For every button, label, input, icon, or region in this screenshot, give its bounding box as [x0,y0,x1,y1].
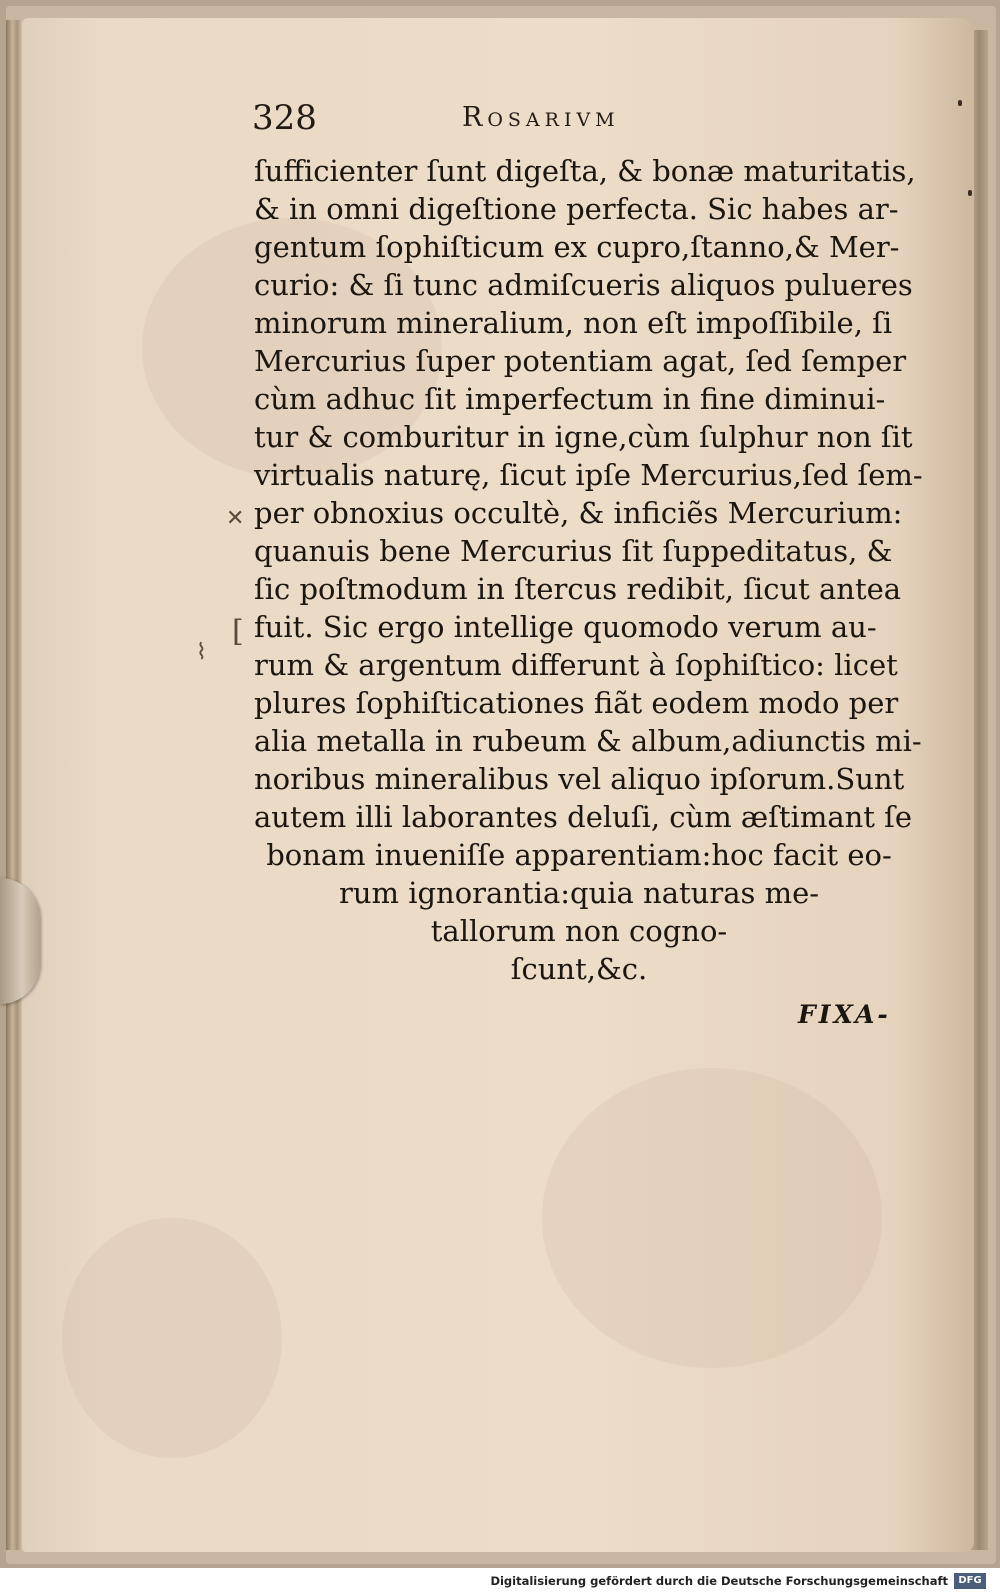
text-line: minorum mineralium, non eſt impoſſibile, ſi [254,306,893,340]
paper-stain [62,1218,282,1458]
text-line: & in omni digeſtione perfecta. Sic habes ar- [254,192,899,226]
page-header [252,98,702,142]
text-line-tail: rum ignorantia:quia naturas me- [338,876,820,910]
text-line: per obnoxius occultè, & inficiẽs Mercurium: [254,496,903,530]
margin-bracket: [ [232,614,244,649]
text-line: plures ſophiſticationes fiãt eodem modo per [254,686,899,720]
text-line: rum & argentum differunt à ſophiſtico: licet [254,648,898,682]
margin-mark: ⌇ [196,640,207,665]
text-line: ſic poſtmodum in ſtercus redibit, ſicut antea [254,572,902,606]
catchword: FIXA- [798,1000,891,1029]
text-line: noribus mineralibus vel aliquo ipſorum.Sunt [254,762,905,796]
margin-mark: ✕ [226,506,245,531]
footer-bar [0,1568,1000,1595]
text-line: Mercurius ſuper potentiam agat, ſed ſemper [254,344,907,378]
text-line-tail: ſcunt,&c. [510,952,648,986]
text-line: curio: & ſi tunc admiſcueris aliquos pulueres [254,268,913,302]
page-number: 328 [252,98,317,138]
text-line: alia metalla in rubeum & album,adiunctis mi- [254,724,922,758]
text-line: virtualis naturę, ſicut ipſe Mercurius,ſed ſem- [254,458,923,492]
text-line: gentum ſophiſticum ex cupro,ſtanno,& Mer- [254,230,900,264]
text-line: ſufficienter ſunt digeſta, & bonæ maturitatis, [254,154,916,188]
ink-speck [958,100,962,106]
text-line-tail: tallorum non cogno- [430,914,728,948]
text-line: cùm adhuc ſit imperfectum in fine diminui- [254,382,886,416]
ink-speck [968,190,972,196]
paper-stain [542,1068,882,1368]
text-line: autem illi laborantes deluſi, cùm æſtimant ſe [254,800,913,834]
text-line-tail: bonam inueniſſe apparentiam:hoc facit eo- [266,838,892,872]
dfg-logo: DFG [954,1573,986,1589]
book-left-edge [6,20,22,1550]
running-head: Rosarivm [462,102,620,133]
text-line: quanuis bene Mercurius ſit ſuppeditatus, & [254,534,893,568]
funding-credit: Digitalisierung gefördert durch die Deutsche Forschungsgemeinschaft [490,1574,948,1588]
text-line: tur & comburitur in igne,cùm ſulphur non ſit [254,420,913,454]
text-line: fuit. Sic ergo intellige quomodo verum au- [254,610,877,644]
page-text [254,152,923,988]
